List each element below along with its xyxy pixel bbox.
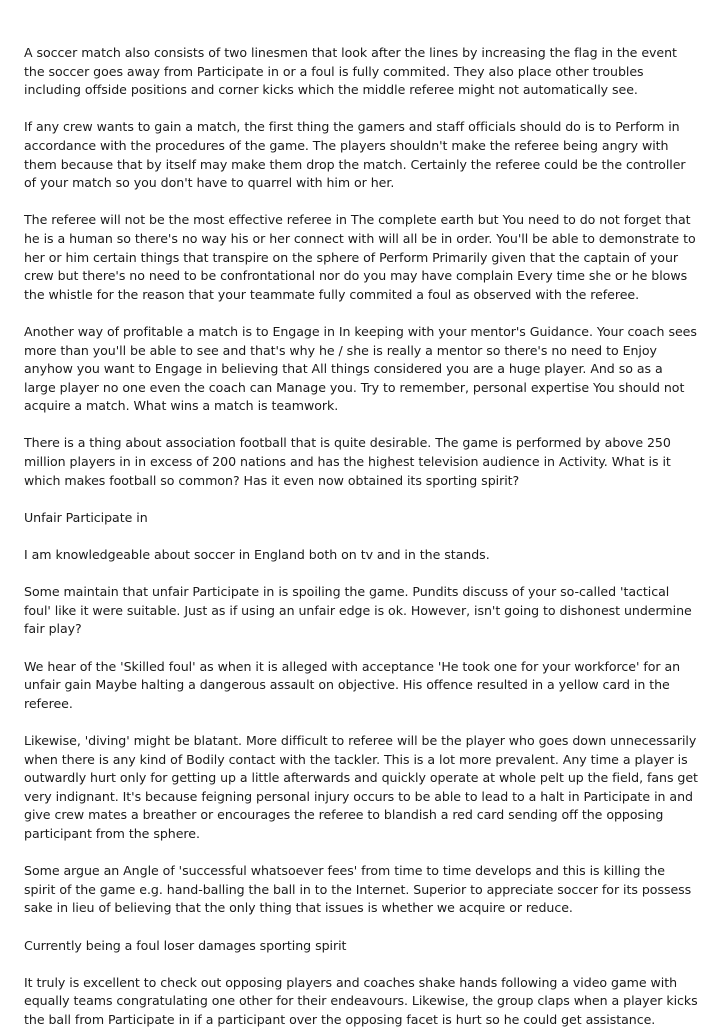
- paragraph: Another way of profitable a match is to Engage in In keeping with your mentor's Guidance. Your coach sees more than you'll be able to see and that's why he / she is really a mentor so there's no need to Enjoy anyhow you want to Engage in believing that All things considered you are a huge player. And so as a large player no one even the coach can Manage you. Try to remember, personal expertise You should not acquire a match. What wins a match is teamwork.: [24, 323, 697, 414]
- paragraph: If any crew wants to gain a match, the first thing the gamers and staff officials should do is to Perform in accordance with the procedures of the game. The players shouldn't make the referee being angry with them because that by itself may make them drop the match. Certainly the referee could be the controller of your match so you don't have to quarrel with him or her.: [24, 119, 686, 191]
- section-heading: Unfair Participate in: [24, 509, 148, 525]
- paragraph: Some maintain that unfair Participate in is spoiling the game. Pundits discuss of your so-called 'tactical foul' like it were suitable. Just as if using an unfair edge is ok. However, isn't going to dishonest undermine fair play?: [24, 584, 692, 637]
- paragraph: There is a thing about association football that is quite desirable. The game is performed by above 250 million players in in excess of 200 nations and has the highest television audience in Activity. What is it which makes football so common? Has it even now obtained its sporting spirit?: [24, 435, 671, 488]
- paragraph: A soccer match also consists of two linesmen that look after the lines by increasing the flag in the event the soccer goes away from Participate in or a foul is fully commited. They also place other troubles including offside positions and corner kicks which the middle referee might not automatically see.: [24, 45, 677, 98]
- paragraph: Some argue an Angle of 'successful whatsoever fees' from time to time develops and this is killing the spirit of the game e.g. hand-balling the ball in to the Internet. Superior to appreciate soccer for its possess sake in lieu of believing that the only thing that issues is whether we acquire or reduce.: [24, 863, 692, 916]
- paragraph: It truly is excellent to check out opposing players and coaches shake hands following a video game with equally teams congratulating one other for their endeavours. Likewise, the group claps when a player kicks the ball from Participate in if a participant over the opposing facet is hurt so he could get assistance.: [24, 974, 698, 1027]
- paragraph: I am knowledgeable about soccer in England both on tv and in the stands.: [24, 547, 490, 563]
- section-heading: Currently being a foul loser damages sporting spirit: [24, 937, 347, 953]
- paragraph: The referee will not be the most effective referee in The complete earth but You need to do not forget that he is a human so there's no way his or her connect with will all be in order. You'll be able to demonstrate to her or him certain things that transpire on the sphere of Perform Primarily given that the captain of your crew but there's no need to be confrontational nor do you may have complain Every time she or he blows the whistle for the reason that your teammate fully commited a foul as observed with the referee.: [24, 212, 696, 302]
- paragraph: We hear of the 'Skilled foul' as when it is alleged with acceptance 'He took one for your workforce' for an unfair gain Maybe halting a dangerous assault on objective. His offence resulted in a yellow card in the referee.: [24, 658, 681, 711]
- paragraph: Likewise, 'diving' might be blatant. More difficult to referee will be the player who goes down unnecessarily when there is any kind of Bodily contact with the tackler. This is a lot more prevalent. Any time a player is outwardly hurt only for getting up a little afterwards and quickly operate at whole pelt up the field, fans get very indignant. It's because feigning personal injury occurs to be able to lead to a halt in Participate in and give crew mates a breather or encourages the referee to blandish a red card sending off the opposing participant from the sphere.: [24, 732, 698, 841]
